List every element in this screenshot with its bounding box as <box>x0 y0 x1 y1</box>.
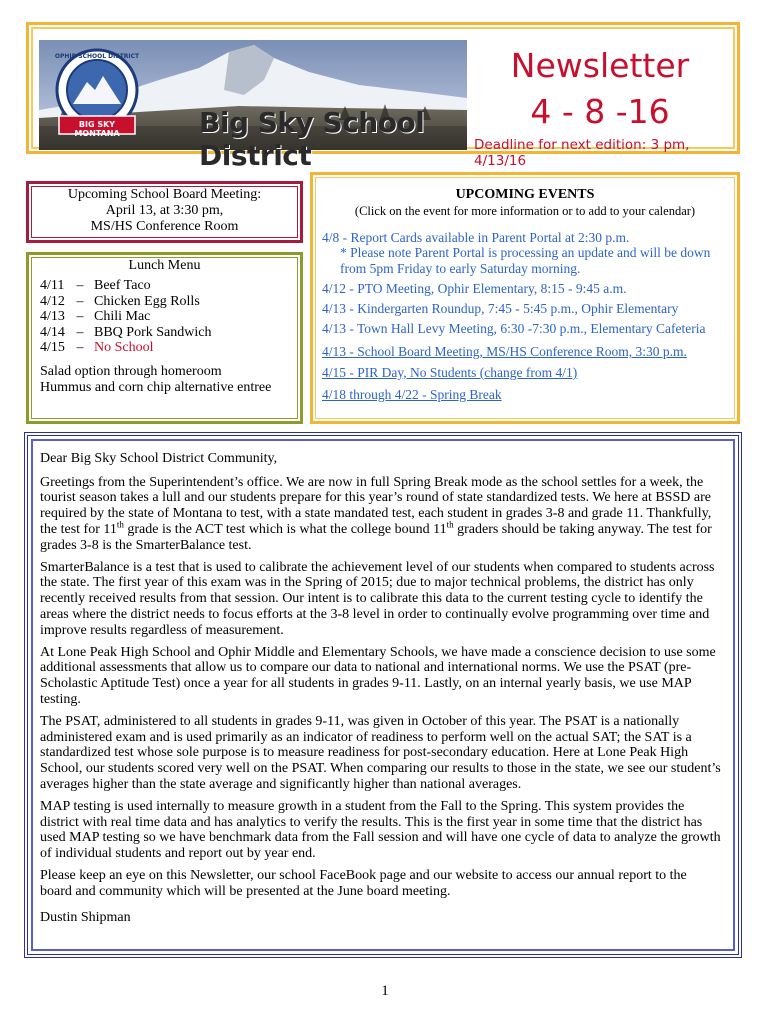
lunch-menu-title: Lunch Menu <box>128 258 201 273</box>
lunch-date: 4/14 <box>40 324 65 340</box>
lunch-meal-no-school: No School <box>94 340 154 355</box>
event-link[interactable]: 4/12 - PTO Meeting, Ophir Elementary, 8:15 - 9:45 a.m. <box>322 281 627 296</box>
lunch-menu-list <box>40 278 300 356</box>
seal-badge-text: BIG SKY MONTANA <box>74 120 120 138</box>
lunch-meal: Chili Mac <box>94 309 151 324</box>
lunch-date: 4/13 <box>40 309 65 324</box>
board-meeting-line: April 13, at 3:30 pm, <box>105 203 224 218</box>
lunch-dash: – <box>76 309 84 324</box>
lunch-meal: Beef Taco <box>94 278 151 293</box>
lunch-dash: – <box>76 293 84 309</box>
lunch-dash: – <box>76 340 84 355</box>
page-number: 1 <box>381 983 389 999</box>
newsletter-date: 4 - 8 -16 <box>530 92 670 131</box>
lunch-date: 4/11 <box>40 278 65 293</box>
board-meeting-line: MS/HS Conference Room <box>90 219 239 234</box>
lunch-menu-item <box>40 309 300 325</box>
upcoming-events-subtitle: (Click on the event for more information or to add to your calendar) <box>354 204 696 218</box>
lunch-note: Hummus and corn chip alternative entree <box>40 380 272 395</box>
lunch-menu-item <box>40 294 300 310</box>
event-link[interactable]: 4/8 - Report Cards available in Parent Portal at 2:30 p.m. <box>322 230 630 245</box>
letter-greeting: Dear Big Sky School District Community, <box>40 451 278 466</box>
letter-paragraph: MAP testing is used internally to measure growth in a student from the Fall to the Spring. This system provides the district with real time data and has analytics to verify the results. This is the first year in some time that the district has used MAP testing so we have benchmark data from the Fall session and will have one cycle of data to analyze the growth of individual students and report out by year end. <box>40 799 721 862</box>
letter-paragraph: SmarterBalance is a test that is used to calibrate the achievement level of our students when compared to students across the state. The first year of this exam was in the Spring of 2015; due to major technical problems, the district has only recently received results from that session. Our intent is to calibrate this data to the current testing cycle to identify the areas where the district needs to focus efforts at the 3-8 level in order to continually evolve programming over time and improve results regardless of measurement. <box>40 559 715 638</box>
lunch-meal: Chicken Egg Rolls <box>94 293 200 309</box>
deadline-note: Deadline for next edition: 3 pm, 4/13/16 <box>474 137 690 169</box>
event-link[interactable]: 4/15 - PIR Day, No Students (change from 4/1) <box>322 365 578 380</box>
lunch-meal: BBQ Pork Sandwich <box>94 324 212 340</box>
district-seal <box>51 46 143 142</box>
upcoming-events-title: UPCOMING EVENTS <box>455 187 595 202</box>
newsletter-title: Newsletter <box>510 46 690 85</box>
lunch-menu-item <box>40 278 300 294</box>
district-banner-image <box>39 40 467 172</box>
letter-paragraph: Greetings from the Superintendent’s office. We are now in full Spring Break mode as the school settles for a week, the tourist season takes a lull and our students prepare for this year’s round of state standardized tests. We here at BSSD are required by the state of Montana to test, with a state mandated test, each student in grades 3-8 and grade 11. Thankfully, the test for 11th grade is the ACT test which is what the college bound 11th graders should be taking anyway. The test for grades 3-8 is the SmarterBalance test. <box>40 474 712 553</box>
lunch-dash: – <box>76 278 84 293</box>
letter-paragraph: The PSAT, administered to all students in grades 9-11, was given in October of this year. The PSAT is a nationally administered exam and is used primarily as an indicator of readiness to perform well on the actual SAT; the SAT is a standardized test whose sole purpose is to measure readiness for post-secondary education. Here at Lone Peak High School, our students scored very well on the PSAT. When comparing our results to those in the state, we see our student’s averages higher than the state average and significantly higher than national averages. <box>40 714 721 792</box>
lunch-date: 4/15 <box>40 340 65 355</box>
event-link[interactable]: 4/13 - Kindergarten Roundup, 7:45 - 5:45 p.m., Ophir Elementary <box>322 301 679 316</box>
lunch-note: Salad option through homeroom <box>40 364 222 379</box>
lunch-date: 4/12 <box>40 293 65 309</box>
lunch-menu-item <box>40 325 300 341</box>
board-meeting-notice <box>26 187 303 235</box>
letter-paragraph: At Lone Peak High School and Ophir Middle and Elementary Schools, we have made a conscience decision to use some additional assessments that allow us to compare our data to national and international norms. We use the PSAT (pre-Scholastic Aptitude Test) once a year for all students in grades 9-11. Lastly, on an internal yearly basis, we use MAP testing. <box>40 644 716 707</box>
event-note: * Please note Parent Portal is processing an update and will be down from 5pm Friday to early Saturday morning. <box>340 245 711 276</box>
lunch-dash: – <box>76 324 84 340</box>
event-link[interactable]: 4/13 - School Board Meeting, MS/HS Conference Room, 3:30 p.m. <box>322 344 687 359</box>
letter-signature: Dustin Shipman <box>40 909 131 925</box>
superintendent-letter <box>40 451 722 932</box>
seal-top-text: OPHIR SCHOOL DISTRICT <box>54 53 140 60</box>
banner-title: Big Sky School District <box>199 106 425 172</box>
event-link[interactable]: 4/18 through 4/22 - Spring Break <box>322 387 502 402</box>
event-link[interactable]: 4/13 - Town Hall Levy Meeting, 6:30 -7:30 p.m., Elementary Cafeteria <box>322 321 706 336</box>
board-meeting-line: Upcoming School Board Meeting: <box>67 187 262 202</box>
lunch-notes <box>40 364 300 396</box>
lunch-menu-item <box>40 340 300 356</box>
letter-paragraph: Please keep an eye on this Newsletter, our school FaceBook page and our website to access our annual report to the board and community which will be presented at the June board meeting. <box>40 868 687 900</box>
